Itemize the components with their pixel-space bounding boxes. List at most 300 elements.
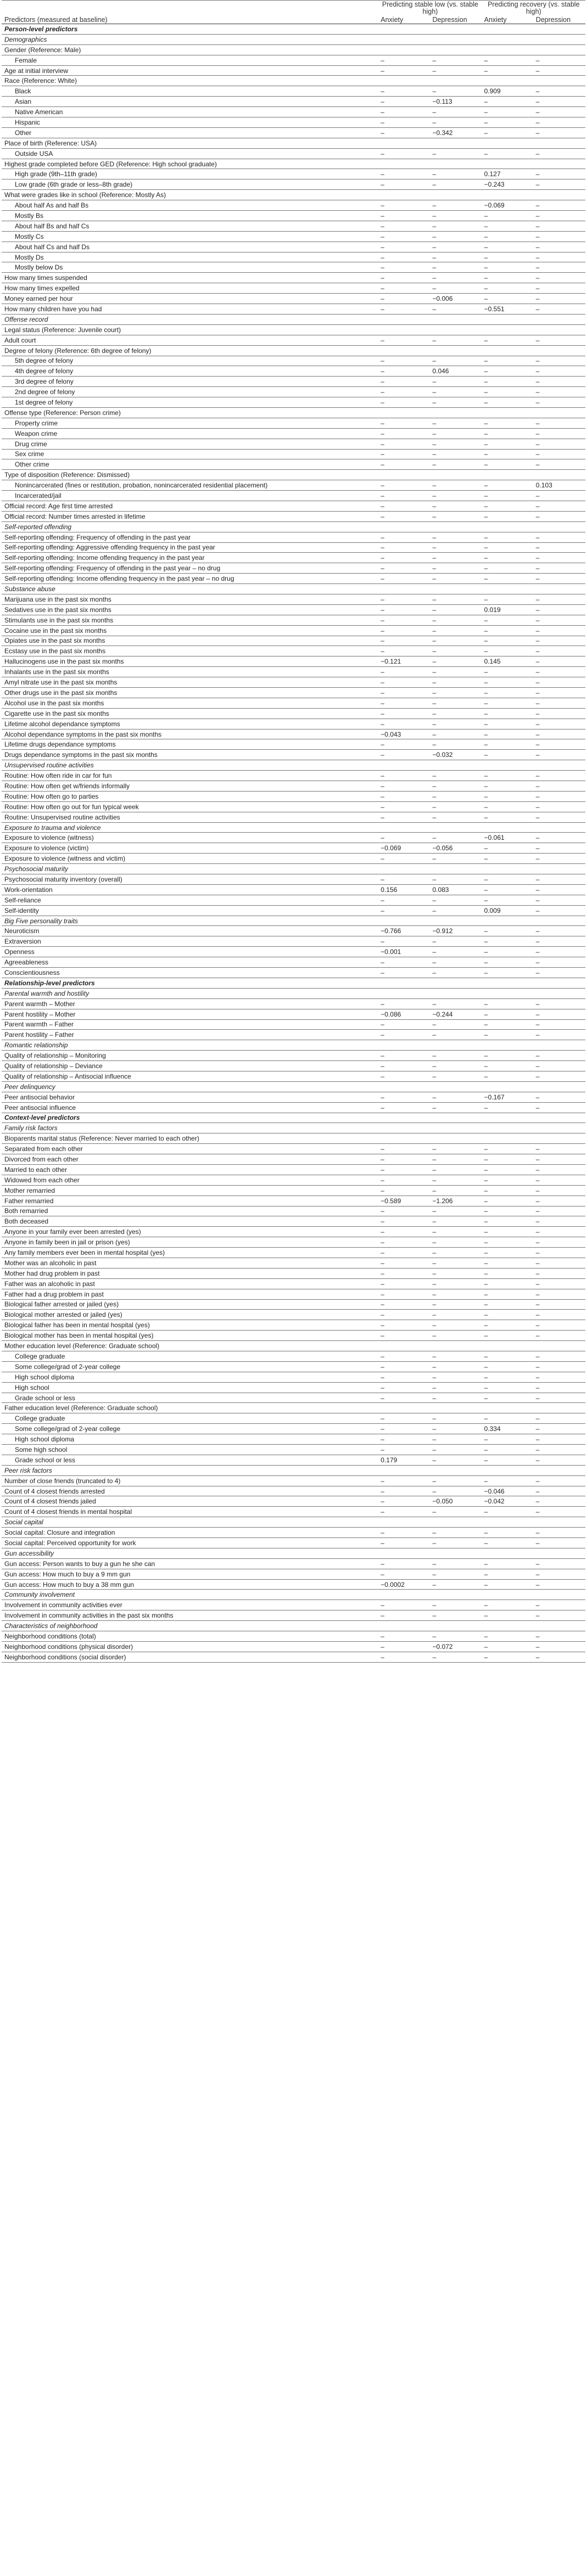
table-row: [2, 1393, 585, 1403]
value-stable-low-anxiety: −0.069: [381, 844, 401, 852]
value-stable-low-depression: −0.056: [432, 844, 453, 852]
predictor-label: Self-reporting offending: Frequency of offending in the past year – no drug: [4, 564, 221, 573]
value-stable-low-depression: –: [432, 720, 437, 728]
predictor-label: Divorced from each other: [4, 1155, 79, 1164]
table-row: [2, 1641, 585, 1652]
table-row: [2, 1331, 585, 1341]
table-row: [2, 1434, 585, 1445]
value-recovery-depression: [534, 1517, 585, 1528]
value-recovery-depression: [534, 1123, 585, 1133]
value-recovery-anxiety: –: [484, 1238, 488, 1247]
value-recovery-depression: –: [535, 1529, 540, 1537]
predictor-label: Self-reported offending: [4, 523, 72, 531]
value-recovery-anxiety: –: [484, 1601, 488, 1609]
header-group-stable-low: Predicting stable low (vs. stable high): [382, 1, 478, 15]
value-recovery-anxiety: –: [484, 1373, 488, 1381]
table-row: [2, 1061, 585, 1071]
value-stable-low-depression: –: [432, 284, 437, 293]
value-recovery-anxiety: –: [484, 1072, 488, 1080]
value-stable-low-depression: –: [432, 658, 437, 666]
value-stable-low-depression: –: [432, 1570, 437, 1578]
value-stable-low-anxiety: –: [381, 896, 384, 904]
table-row: [2, 719, 585, 729]
value-recovery-anxiety: 0.334: [484, 1425, 501, 1433]
value-stable-low-anxiety: –: [381, 1559, 384, 1568]
predictor-label: Mother had drug problem in past: [4, 1269, 100, 1277]
value-stable-low-depression: [430, 407, 482, 418]
value-recovery-depression: –: [535, 554, 540, 562]
value-recovery-depression: –: [535, 1052, 540, 1060]
table-row: [2, 854, 585, 864]
value-recovery-anxiety: –: [484, 1456, 488, 1464]
table-row: [2, 1475, 585, 1486]
value-recovery-depression: –: [535, 968, 540, 976]
table-row: [2, 1445, 585, 1455]
value-stable-low-anxiety: –: [381, 709, 384, 717]
value-stable-low-anxiety: [378, 822, 430, 833]
value-recovery-depression: –: [535, 875, 540, 883]
value-recovery-depression: [534, 1113, 585, 1123]
value-recovery-depression: –: [535, 1642, 540, 1651]
value-recovery-depression: –: [535, 170, 540, 178]
value-recovery-depression: –: [535, 1435, 540, 1444]
value-stable-low-anxiety: –: [381, 1632, 384, 1640]
value-recovery-anxiety: –: [484, 564, 488, 573]
value-stable-low-anxiety: [378, 760, 430, 771]
value-stable-low-depression: –: [432, 243, 437, 251]
value-recovery-anxiety: –: [484, 253, 488, 261]
table-row: [2, 1206, 585, 1216]
value-stable-low-anxiety: –: [381, 1425, 384, 1433]
value-recovery-anxiety: –: [484, 968, 488, 976]
value-stable-low-depression: –: [432, 792, 437, 800]
predictor-label: Hallucinogens use in the past six months: [4, 658, 124, 666]
value-recovery-anxiety: 0.909: [484, 87, 501, 96]
value-stable-low-depression: –: [432, 1559, 437, 1568]
value-stable-low-anxiety: –: [381, 149, 384, 158]
value-stable-low-anxiety: –: [381, 1445, 384, 1453]
table-row: [2, 407, 585, 418]
value-stable-low-anxiety: –: [381, 1435, 384, 1444]
value-stable-low-depression: −0.244: [432, 1010, 453, 1018]
predictor-label: Ecstasy use in the past six months: [4, 647, 106, 655]
value-stable-low-depression: –: [432, 1580, 437, 1589]
table-row: [2, 905, 585, 916]
value-stable-low-depression: –: [432, 1394, 437, 1402]
value-recovery-depression: –: [535, 1145, 540, 1153]
predictor-label: High grade (9th–11th grade): [15, 170, 97, 178]
table-row: [2, 1133, 585, 1144]
value-recovery-depression: [534, 1081, 585, 1092]
table-row: [2, 252, 585, 262]
value-stable-low-depression: –: [432, 1601, 437, 1609]
subsection-row: [2, 1465, 585, 1475]
value-recovery-anxiety: −0.042: [484, 1497, 505, 1506]
value-recovery-anxiety: [482, 916, 534, 926]
value-stable-low-anxiety: 0.179: [381, 1456, 398, 1464]
value-stable-low-anxiety: –: [381, 575, 384, 583]
predictor-label: Widowed from each other: [4, 1176, 80, 1184]
value-stable-low-depression: –: [432, 533, 437, 541]
predictor-label: Quality of relationship – Deviance: [4, 1062, 103, 1070]
value-stable-low-depression: –: [432, 1435, 437, 1444]
predictor-label: Offense record: [4, 315, 48, 323]
value-stable-low-anxiety: [378, 159, 430, 169]
value-stable-low-depression: –: [432, 1072, 437, 1080]
value-stable-low-anxiety: –: [381, 357, 384, 365]
value-stable-low-anxiety: –: [381, 253, 384, 261]
value-recovery-depression: –: [535, 938, 540, 946]
value-stable-low-anxiety: –: [381, 1052, 384, 1060]
value-stable-low-anxiety: –: [381, 56, 384, 64]
value-stable-low-anxiety: –: [381, 1601, 384, 1609]
table-row: [2, 1652, 585, 1662]
value-recovery-depression: –: [535, 98, 540, 106]
table-row: [2, 501, 585, 511]
value-recovery-anxiety: –: [484, 1477, 488, 1485]
table-row: [2, 771, 585, 781]
value-stable-low-anxiety: –: [381, 450, 384, 458]
value-recovery-anxiety: –: [484, 1052, 488, 1060]
value-recovery-anxiety: [482, 470, 534, 480]
value-stable-low-depression: –: [432, 802, 437, 811]
predictor-label: Romantic relationship: [4, 1041, 68, 1050]
value-recovery-anxiety: –: [484, 844, 488, 852]
value-stable-low-depression: –: [432, 543, 437, 552]
value-stable-low-anxiety: –: [381, 678, 384, 687]
predictor-label: Exposure to violence (witness and victim): [4, 855, 126, 863]
value-stable-low-depression: −1.206: [432, 1197, 453, 1205]
predictor-label: Quality of relationship – Monitoring: [4, 1052, 106, 1060]
value-stable-low-anxiety: [378, 584, 430, 594]
value-recovery-anxiety: –: [484, 1279, 488, 1288]
value-stable-low-anxiety: –: [381, 968, 384, 976]
table-body: [2, 24, 585, 1663]
predictor-label: Low grade (6th grade or less–8th grade): [15, 181, 133, 189]
value-recovery-anxiety: –: [484, 709, 488, 717]
value-stable-low-anxiety: –: [381, 1145, 384, 1153]
value-stable-low-depression: [430, 978, 482, 988]
value-stable-low-anxiety: –: [381, 1165, 384, 1174]
table-row: [2, 574, 585, 584]
value-recovery-anxiety: –: [484, 1207, 488, 1215]
value-recovery-anxiety: –: [484, 948, 488, 956]
predictor-label: Both remarried: [4, 1207, 48, 1215]
predictor-label: Father had a drug problem in past: [4, 1290, 104, 1298]
value-recovery-depression: –: [535, 605, 540, 614]
value-stable-low-anxiety: –: [381, 1383, 384, 1391]
value-stable-low-depression: –: [432, 481, 437, 490]
table-row: [2, 874, 585, 885]
value-stable-low-depression: –: [432, 1529, 437, 1537]
value-recovery-depression: –: [535, 305, 540, 313]
value-stable-low-depression: –: [432, 595, 437, 603]
table-row: [2, 729, 585, 739]
value-recovery-anxiety: –: [484, 222, 488, 230]
table-row: [2, 947, 585, 957]
value-recovery-anxiety: –: [484, 1415, 488, 1423]
table-row: [2, 324, 585, 335]
predictor-label: Self-identity: [4, 906, 39, 914]
value-recovery-anxiety: –: [484, 720, 488, 728]
subsection-row: [2, 521, 585, 532]
value-recovery-depression: –: [535, 211, 540, 220]
value-recovery-depression: [534, 76, 585, 86]
value-stable-low-depression: –: [432, 419, 437, 427]
table-row: [2, 542, 585, 553]
value-stable-low-depression: –: [432, 730, 437, 738]
value-recovery-depression: –: [535, 1197, 540, 1205]
value-recovery-anxiety: –: [484, 367, 488, 375]
value-stable-low-anxiety: –: [381, 367, 384, 375]
table-row: [2, 1382, 585, 1393]
predictor-label: Legal status (Reference: Juvenile court): [4, 325, 121, 334]
predictor-label: Routine: How often ride in car for fun: [4, 772, 112, 780]
predictor-label: Mostly Bs: [15, 211, 44, 220]
value-recovery-anxiety: –: [484, 1176, 488, 1184]
predictor-label: Routine: How often get w/friends informally: [4, 782, 130, 790]
table-row: [2, 138, 585, 148]
value-recovery-depression: –: [535, 927, 540, 935]
predictor-label: How many times suspended: [4, 274, 87, 282]
value-recovery-anxiety: –: [484, 336, 488, 344]
value-recovery-anxiety: –: [484, 1352, 488, 1360]
value-stable-low-anxiety: –: [381, 1497, 384, 1506]
value-recovery-anxiety: –: [484, 295, 488, 303]
value-recovery-anxiety: –: [484, 637, 488, 645]
value-recovery-anxiety: –: [484, 688, 488, 697]
value-recovery-depression: [534, 324, 585, 335]
predictor-label: Bioparents marital status (Reference: Never married to each other): [4, 1135, 199, 1143]
value-stable-low-depression: [430, 822, 482, 833]
value-recovery-depression: [534, 1621, 585, 1631]
value-recovery-anxiety: [482, 1403, 534, 1413]
table-row: [2, 1196, 585, 1206]
value-stable-low-anxiety: –: [381, 118, 384, 126]
value-recovery-depression: –: [535, 1612, 540, 1620]
value-stable-low-depression: [430, 1341, 482, 1351]
value-stable-low-anxiety: –: [381, 1487, 384, 1495]
predictor-label: How many times expelled: [4, 284, 80, 293]
value-recovery-depression: [534, 1465, 585, 1475]
predictor-label: Some college/grad of 2-year college: [15, 1425, 121, 1433]
value-recovery-depression: –: [535, 1311, 540, 1319]
subsection-row: [2, 916, 585, 926]
value-recovery-depression: [534, 314, 585, 324]
table-row: [2, 1579, 585, 1590]
value-stable-low-depression: –: [432, 357, 437, 365]
table-row: [2, 781, 585, 792]
table-row: [2, 200, 585, 211]
value-stable-low-anxiety: [378, 314, 430, 324]
value-stable-low-depression: –: [432, 564, 437, 573]
predictor-label: Count of 4 closest friends arrested: [4, 1487, 105, 1495]
value-recovery-depression: [534, 584, 585, 594]
header-spacer: [2, 1, 378, 16]
value-stable-low-depression: –: [432, 1228, 437, 1236]
value-recovery-anxiety: −0.061: [484, 834, 505, 842]
table-row: [2, 957, 585, 968]
value-recovery-depression: –: [535, 688, 540, 697]
value-recovery-anxiety: –: [484, 1559, 488, 1568]
value-stable-low-anxiety: –: [381, 688, 384, 697]
value-stable-low-anxiety: –: [381, 211, 384, 220]
value-recovery-anxiety: –: [484, 274, 488, 282]
value-stable-low-depression: [430, 864, 482, 874]
predictor-label: Money earned per hour: [4, 295, 73, 303]
value-recovery-anxiety: 0.145: [484, 658, 501, 666]
value-stable-low-depression: –: [432, 502, 437, 510]
predictor-label: Some college/grad of 2-year college: [15, 1362, 121, 1371]
value-stable-low-anxiety: [378, 1548, 430, 1558]
value-stable-low-depression: –: [432, 1238, 437, 1247]
value-recovery-depression: [534, 1341, 585, 1351]
value-stable-low-depression: –: [432, 1653, 437, 1661]
value-stable-low-depression: –: [432, 1362, 437, 1371]
value-stable-low-anxiety: –: [381, 720, 384, 728]
value-stable-low-anxiety: –: [381, 668, 384, 676]
predictor-label: Gun access: How much to buy a 38 mm gun: [4, 1580, 135, 1589]
value-stable-low-depression: –: [432, 1279, 437, 1288]
table-row: [2, 833, 585, 843]
value-recovery-depression: –: [535, 1238, 540, 1247]
value-recovery-depression: –: [535, 274, 540, 282]
value-stable-low-anxiety: [378, 76, 430, 86]
value-recovery-depression: –: [535, 295, 540, 303]
value-recovery-depression: [534, 916, 585, 926]
value-recovery-anxiety: –: [484, 1394, 488, 1402]
table-row: [2, 117, 585, 128]
value-recovery-depression: –: [535, 1290, 540, 1298]
value-recovery-anxiety: –: [484, 595, 488, 603]
predictor-label: Neighborhood conditions (physical disorder): [4, 1642, 133, 1651]
value-stable-low-depression: –: [432, 1103, 437, 1112]
value-stable-low-anxiety: –: [381, 263, 384, 272]
table-row: [2, 169, 585, 179]
table-row: [2, 397, 585, 408]
value-stable-low-depression: –: [432, 429, 437, 437]
predictor-label: Quality of relationship – Antisocial influence: [4, 1072, 131, 1080]
subsection-row: [2, 584, 585, 594]
predictor-label: 4th degree of felony: [15, 367, 74, 375]
value-recovery-anxiety: –: [484, 118, 488, 126]
value-recovery-depression: –: [535, 958, 540, 967]
table-row: [2, 107, 585, 117]
value-stable-low-depression: [430, 324, 482, 335]
predictor-label: 5th degree of felony: [15, 357, 74, 365]
value-stable-low-depression: [430, 1465, 482, 1475]
value-stable-low-depression: –: [432, 1031, 437, 1039]
value-recovery-anxiety: –: [484, 740, 488, 749]
value-stable-low-depression: [430, 916, 482, 926]
table-row: [2, 739, 585, 750]
value-stable-low-depression: –: [432, 253, 437, 261]
value-recovery-depression: –: [535, 658, 540, 666]
value-stable-low-depression: [430, 521, 482, 532]
value-recovery-depression: –: [535, 1062, 540, 1070]
predictor-label: Context-level predictors: [4, 1114, 80, 1122]
value-stable-low-anxiety: [378, 978, 430, 988]
table-row: [2, 1144, 585, 1154]
value-stable-low-anxiety: –: [381, 1020, 384, 1029]
value-stable-low-depression: −0.050: [432, 1497, 453, 1506]
value-stable-low-anxiety: [378, 470, 430, 480]
table-row: [2, 1299, 585, 1310]
value-stable-low-anxiety: –: [381, 1269, 384, 1277]
table-row: [2, 667, 585, 677]
predictor-label: Self-reporting offending: Frequency of offending in the past year: [4, 533, 191, 541]
value-stable-low-depression: [430, 1517, 482, 1528]
value-stable-low-anxiety: –: [381, 1000, 384, 1008]
predictor-label: What were grades like in school (Reference: Mostly As): [4, 191, 166, 199]
value-recovery-depression: –: [535, 730, 540, 738]
value-recovery-anxiety: –: [484, 896, 488, 904]
value-stable-low-depression: –: [432, 740, 437, 749]
value-stable-low-depression: –: [432, 813, 437, 821]
value-recovery-depression: –: [535, 56, 540, 64]
table-row: [2, 418, 585, 428]
value-recovery-anxiety: –: [484, 1020, 488, 1029]
value-stable-low-anxiety: [378, 44, 430, 55]
value-recovery-anxiety: –: [484, 1300, 488, 1309]
value-stable-low-depression: –: [432, 1352, 437, 1360]
predictor-label: Exposure to violence (witness): [4, 834, 94, 842]
value-stable-low-depression: –: [432, 170, 437, 178]
value-recovery-depression: –: [535, 1497, 540, 1506]
value-recovery-depression: [534, 521, 585, 532]
section-row: [2, 978, 585, 988]
value-stable-low-depression: –: [432, 1217, 437, 1226]
table-row: [2, 1164, 585, 1175]
value-stable-low-depression: [430, 1123, 482, 1133]
value-stable-low-depression: –: [432, 637, 437, 645]
predictor-label: Mother was an alcoholic in past: [4, 1259, 97, 1267]
value-stable-low-depression: –: [432, 855, 437, 863]
value-recovery-depression: –: [535, 181, 540, 189]
table-row: [2, 159, 585, 169]
value-stable-low-depression: –: [432, 1321, 437, 1329]
value-stable-low-anxiety: –: [381, 564, 384, 573]
value-recovery-anxiety: –: [484, 1249, 488, 1257]
value-recovery-depression: –: [535, 367, 540, 375]
value-stable-low-anxiety: –: [381, 419, 384, 427]
value-recovery-depression: –: [535, 896, 540, 904]
value-stable-low-anxiety: –: [381, 232, 384, 240]
predictor-label: About half Bs and half Cs: [15, 222, 90, 230]
table-row: [2, 65, 585, 76]
value-stable-low-depression: –: [432, 1332, 437, 1340]
value-stable-low-depression: [430, 1590, 482, 1600]
subsection-row: [2, 988, 585, 998]
predictor-label: Drug crime: [15, 440, 47, 448]
value-recovery-depression: –: [535, 782, 540, 790]
value-recovery-depression: –: [535, 1217, 540, 1226]
value-stable-low-depression: –: [432, 1300, 437, 1309]
table-row: [2, 1310, 585, 1320]
value-recovery-anxiety: –: [484, 958, 488, 967]
predictor-label: Degree of felony (Reference: 6th degree of felony): [4, 346, 152, 355]
value-recovery-depression: –: [535, 668, 540, 676]
table-row: [2, 1185, 585, 1196]
value-stable-low-depression: [430, 584, 482, 594]
value-stable-low-anxiety: –: [381, 605, 384, 614]
value-recovery-anxiety: 0.127: [484, 170, 501, 178]
value-recovery-depression: [534, 1403, 585, 1413]
table-row: [2, 179, 585, 190]
value-stable-low-anxiety: –: [381, 1062, 384, 1070]
value-stable-low-depression: –: [432, 772, 437, 780]
value-stable-low-depression: –: [432, 1145, 437, 1153]
